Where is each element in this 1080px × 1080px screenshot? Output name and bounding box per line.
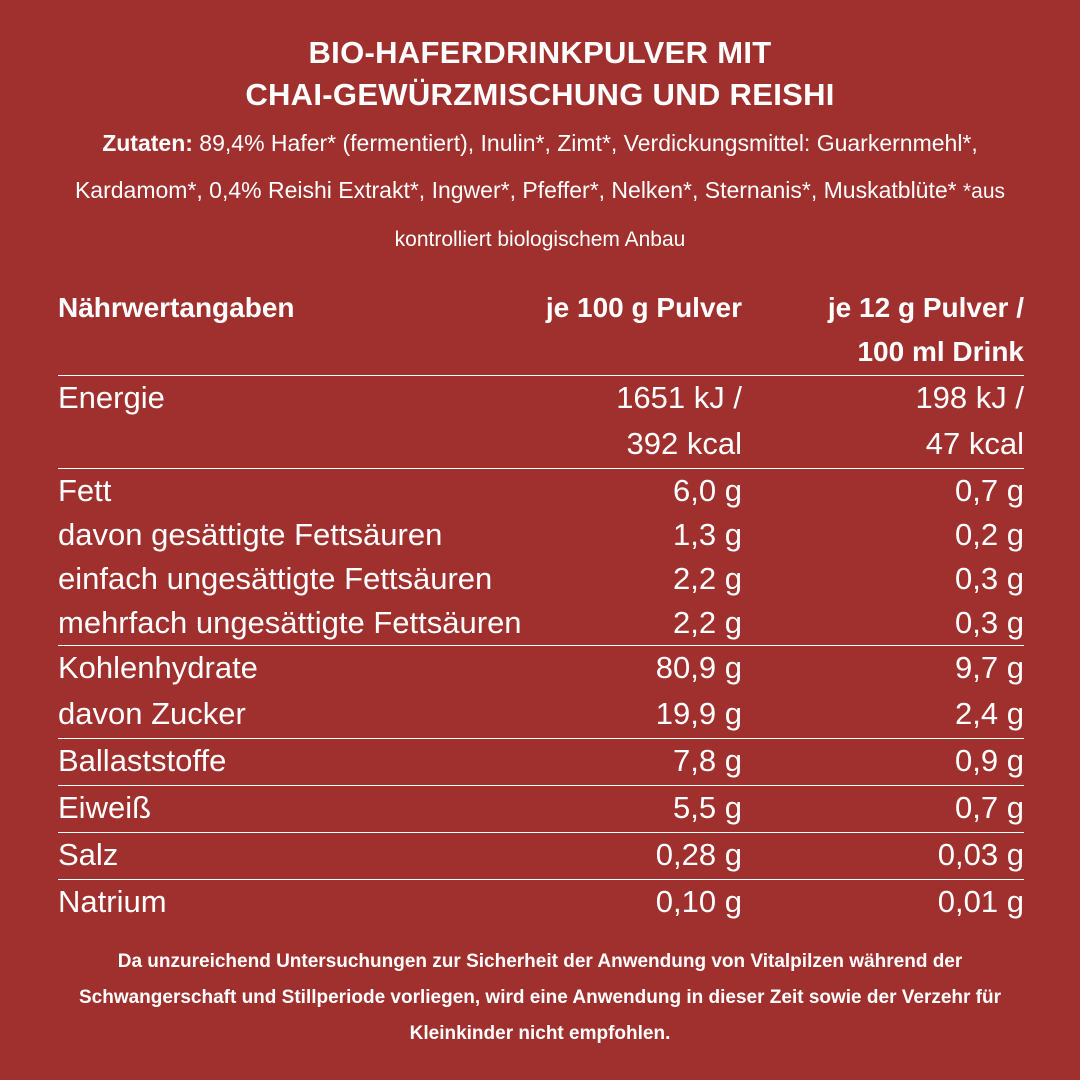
value-per-serving: 0,3 g xyxy=(955,605,1024,640)
row-label: Ballaststoffe xyxy=(58,743,227,778)
table-row xyxy=(58,601,1024,645)
table-row xyxy=(58,376,1024,422)
header-nutrition-facts: Nährwertangaben xyxy=(58,292,295,323)
value-per-100g: 6,0 g xyxy=(673,473,742,508)
value-per-serving: 2,4 g xyxy=(955,696,1024,731)
product-title xyxy=(0,32,1080,116)
header-per-serving-line-1: je 12 g Pulver / xyxy=(827,292,1024,323)
ingredients-label: Zutaten: xyxy=(102,130,193,156)
value-per-100g: 2,2 g xyxy=(673,605,742,640)
value-per-100g: 19,9 g xyxy=(655,696,742,731)
product-title-line-1: BIO-HAFERDRINKPULVER MIT xyxy=(308,35,772,70)
value-per-serving: 198 kJ / xyxy=(915,380,1024,415)
row-label: Kohlenhydrate xyxy=(58,650,258,685)
value-per-serving: 0,9 g xyxy=(955,743,1024,778)
nutrition-table xyxy=(58,282,1024,926)
value-per-serving: 0,01 g xyxy=(937,884,1024,919)
ingredients-text xyxy=(60,120,1020,263)
row-label: Eiweiß xyxy=(58,790,152,825)
row-label: Natrium xyxy=(58,884,167,919)
value-per-100g: 2,2 g xyxy=(673,561,742,596)
value-per-100g: 392 kcal xyxy=(626,426,742,461)
table-row xyxy=(58,469,1024,513)
row-label: davon Zucker xyxy=(58,696,246,731)
header-per-serving xyxy=(828,286,1024,374)
salt-group xyxy=(58,832,1024,879)
nutrition-table-header xyxy=(58,282,1024,375)
row-label: davon gesättigte Fettsäuren xyxy=(58,517,443,552)
value-per-serving: 0,7 g xyxy=(955,473,1024,508)
table-row xyxy=(58,692,1024,738)
value-per-100g: 0,10 g xyxy=(655,884,742,919)
sodium-group xyxy=(58,879,1024,926)
ingredients-list: 89,4% Hafer* (fermentiert), Inulin*, Zimt*, Verdickungsmittel: Guarkernmehl*, Kardamom*, 0,4% Reishi Extrakt*, Ingwer*, Pfeffer*, Nelken*, Sternanis*, Muskatblüte* xyxy=(74,130,978,203)
row-label: Salz xyxy=(58,837,119,872)
table-row xyxy=(58,557,1024,601)
value-per-100g: 5,5 g xyxy=(673,790,742,825)
table-row xyxy=(58,833,1024,879)
row-label: mehrfach ungesättigte Fettsäuren xyxy=(58,605,522,640)
value-per-100g: 80,9 g xyxy=(655,650,742,685)
table-row xyxy=(58,513,1024,557)
warning-notice: Da unzureichend Untersuchungen zur Sicherheit der Anwendung von Vitalpilzen während der Schwangerschaft und Stillperiode vorliegen, wird eine Anwendung in dieser Zeit sowie der Verzehr für Kleinkinder nicht empfohlen. xyxy=(78,951,1002,1044)
value-per-100g: 0,28 g xyxy=(655,837,742,872)
row-label: Energie xyxy=(58,380,165,415)
table-row xyxy=(58,422,1024,468)
row-label: einfach ungesättigte Fettsäuren xyxy=(58,561,493,596)
value-per-serving: 9,7 g xyxy=(955,650,1024,685)
energy-group xyxy=(58,375,1024,468)
table-row xyxy=(58,786,1024,832)
header-per-100g: je 100 g Pulver xyxy=(545,292,742,323)
value-per-serving: 0,3 g xyxy=(955,561,1024,596)
fat-group xyxy=(58,468,1024,645)
value-per-serving: 0,2 g xyxy=(955,517,1024,552)
table-row xyxy=(58,880,1024,926)
header-per-serving-line-2: 100 ml Drink xyxy=(857,336,1024,367)
value-per-100g: 1651 kJ / xyxy=(616,380,742,415)
value-per-serving: 0,7 g xyxy=(955,790,1024,825)
carbohydrates-group xyxy=(58,645,1024,738)
protein-group xyxy=(58,785,1024,832)
value-per-serving: 47 kcal xyxy=(925,426,1024,461)
fiber-group xyxy=(58,738,1024,785)
row-label: Fett xyxy=(58,473,112,508)
product-title-line-2: CHAI-GEWÜRZMISCHUNG UND REISHI xyxy=(245,77,835,112)
value-per-serving: 0,03 g xyxy=(937,837,1024,872)
value-per-100g: 7,8 g xyxy=(673,743,742,778)
table-row xyxy=(58,739,1024,785)
table-row xyxy=(58,646,1024,692)
value-per-100g: 1,3 g xyxy=(673,517,742,552)
organic-note: *aus kontrolliert biologischem Anbau xyxy=(394,180,1006,251)
